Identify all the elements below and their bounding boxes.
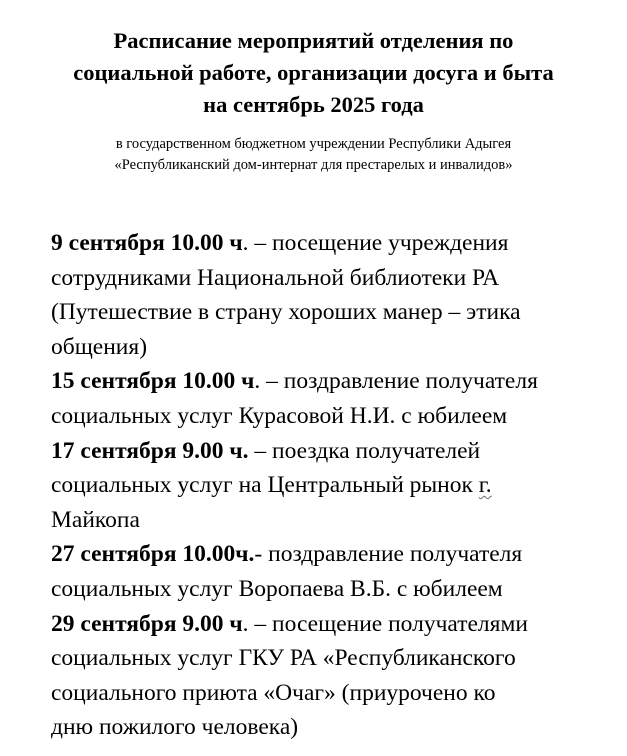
event-line (51, 226, 623, 261)
event-date: 9 сентября 10.00 ч (51, 230, 243, 256)
event-line: социальных услуг Курасовой Н.И. с юбилеем (51, 402, 508, 429)
subtitle-line: в государственном бюджетном учреждении Республики Адыгея (115, 136, 512, 152)
event-item (51, 607, 623, 745)
event-item (51, 434, 623, 538)
event-line: (Путешествие в страну хороших манер – этика (51, 299, 521, 326)
event-item (51, 537, 623, 606)
event-line: социального приюта «Очаг» (приурочено ко (51, 679, 496, 706)
event-date: 29 сентября 9.00 ч (51, 610, 243, 637)
event-description: . – поздравление получателя (254, 368, 538, 395)
event-date: 27 сентября 10.00ч. (51, 541, 255, 568)
event-line (51, 537, 623, 572)
spellcheck-marked-word: г. (478, 472, 492, 499)
event-line (51, 434, 623, 469)
event-line: Майкопа (51, 506, 140, 533)
event-description: . – посещение получателями (242, 610, 528, 637)
document-subtitle (0, 134, 627, 176)
event-line (51, 607, 623, 642)
event-line: дню пожилого человека) (51, 714, 299, 741)
event-description: - поздравление получателя (254, 541, 523, 568)
event-date: 17 сентября 9.00 ч. (51, 437, 249, 464)
title-line: социальной работе, организации досуга и быта (73, 60, 554, 85)
title-line: на сентябрь 2025 года (203, 92, 424, 117)
event-line (51, 364, 623, 399)
event-date: 15 сентября 10.00 ч (51, 368, 255, 395)
title-line: Расписание мероприятий отделения по (113, 28, 514, 53)
events-list (51, 226, 623, 745)
event-item (51, 226, 623, 364)
event-line: социальных услуг Воропаева В.Б. с юбилеем (51, 575, 503, 602)
event-line: общения) (51, 333, 148, 360)
subtitle-line: «Республиканский дом-интернат для престарелых и инвалидов» (114, 157, 513, 173)
event-description: . – посещение учреждения (242, 230, 509, 256)
event-description: – поездка получателей (248, 437, 481, 464)
event-line: социальных услуг ГКУ РА «Республиканского (51, 645, 516, 672)
event-line (51, 468, 623, 503)
event-line: сотрудниками Национальной библиотеки РА (51, 264, 500, 291)
document-title (0, 25, 627, 121)
event-item (51, 364, 623, 433)
event-text: социальных услуг на Центральный рынок (51, 472, 479, 499)
